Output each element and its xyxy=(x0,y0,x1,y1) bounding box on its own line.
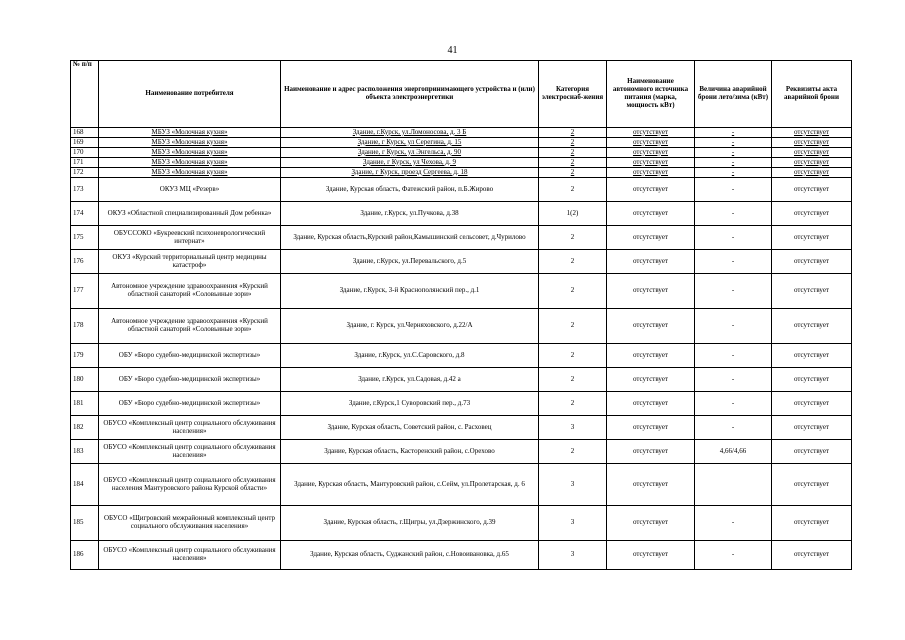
reserve-act-cell: отсутствует xyxy=(772,148,852,158)
emergency-reserve-cell: - xyxy=(695,202,772,226)
object-address-cell: Здание, г.Курск, ул.С.Саровского, д.8 xyxy=(281,344,539,368)
supply-category-cell: 2 xyxy=(539,392,607,416)
row-num-cell: 180 xyxy=(71,368,99,392)
reserve-act-cell: отсутствует xyxy=(772,506,852,541)
supply-category-cell: 2 xyxy=(539,309,607,344)
consumer-name-cell: ОБУСО «Комплексный центр социального обслуживания населения» xyxy=(99,416,281,440)
header-name: Наименование потребителя xyxy=(99,61,281,128)
table-row xyxy=(71,274,852,309)
table-row xyxy=(71,250,852,274)
table-row xyxy=(71,344,852,368)
consumer-name-cell: МБУЗ «Молочная кухня» xyxy=(99,158,281,168)
reserve-act-cell: отсутствует xyxy=(772,274,852,309)
header-category: Категория электроснаб-жения xyxy=(539,61,607,128)
object-address-cell: Здание, Курская область, Фатежский район, п.Б.Жирово xyxy=(281,178,539,202)
consumer-name-cell: ОКУЗ «Курский территориальный центр медицины катастроф» xyxy=(99,250,281,274)
consumer-name-cell: Автономное учреждение здравоохранения «Курский областной санаторий «Соловьиные зори» xyxy=(99,274,281,309)
autonomous-source-cell: отсутствует xyxy=(607,158,695,168)
object-address-cell: Здание, г Курск, проезд Сергеева, д. 18 xyxy=(281,168,539,178)
object-address-cell: Здание, г. Курск, ул.Черняховского, д.22/А xyxy=(281,309,539,344)
supply-category-cell: 3 xyxy=(539,464,607,506)
table-header-row xyxy=(71,61,852,128)
reserve-act-cell: отсутствует xyxy=(772,128,852,138)
consumers-table xyxy=(70,60,852,570)
emergency-reserve-cell xyxy=(695,464,772,506)
object-address-cell: Здание, г.Курск,1 Суворовский пер., д.73 xyxy=(281,392,539,416)
consumer-name-cell: ОБУССОКО «Букреевский психоневрологический интернат» xyxy=(99,226,281,250)
row-num-cell: 174 xyxy=(71,202,99,226)
consumer-name-cell: ОБУ «Бюро судебно-медицинской экспертизы» xyxy=(99,344,281,368)
reserve-act-cell: отсутствует xyxy=(772,226,852,250)
supply-category-cell: 2 xyxy=(539,440,607,464)
row-num-cell: 175 xyxy=(71,226,99,250)
object-address-cell: Здание, г.Курск, ул.Перевальского, д.5 xyxy=(281,250,539,274)
consumer-name-cell: МБУЗ «Молочная кухня» xyxy=(99,148,281,158)
emergency-reserve-cell: 4,66/4,66 xyxy=(695,440,772,464)
row-num-cell: 176 xyxy=(71,250,99,274)
row-num-cell: 179 xyxy=(71,344,99,368)
autonomous-source-cell: отсутствует xyxy=(607,440,695,464)
autonomous-source-cell: отсутствует xyxy=(607,178,695,202)
table-row xyxy=(71,202,852,226)
supply-category-cell: 3 xyxy=(539,506,607,541)
consumer-name-cell: ОКУЗ «Областной специализированный Дом ребенка» xyxy=(99,202,281,226)
autonomous-source-cell: отсутствует xyxy=(607,274,695,309)
table-row xyxy=(71,168,852,178)
reserve-act-cell: отсутствует xyxy=(772,138,852,148)
row-num-cell: 186 xyxy=(71,541,99,570)
row-num-cell: 168 xyxy=(71,128,99,138)
supply-category-cell: 3 xyxy=(539,541,607,570)
emergency-reserve-cell: - xyxy=(695,274,772,309)
emergency-reserve-cell: - xyxy=(695,138,772,148)
autonomous-source-cell: отсутствует xyxy=(607,202,695,226)
supply-category-cell: 2 xyxy=(539,158,607,168)
reserve-act-cell: отсутствует xyxy=(772,178,852,202)
object-address-cell: Здание, Курская область, Суджанский район, с.Новоивановка, д.65 xyxy=(281,541,539,570)
object-address-cell: Здание, г.Курск, 3-й Краснополянский пер., д.1 xyxy=(281,274,539,309)
emergency-reserve-cell: - xyxy=(695,368,772,392)
reserve-act-cell: отсутствует xyxy=(772,202,852,226)
table-row xyxy=(71,506,852,541)
row-num-cell: 169 xyxy=(71,138,99,148)
row-num-cell: 182 xyxy=(71,416,99,440)
autonomous-source-cell: отсутствует xyxy=(607,148,695,158)
consumer-name-cell: ОБУСО «Комплексный центр социального обслуживания населения» xyxy=(99,541,281,570)
object-address-cell: Здание, г Курск, ул Энгельса, д. 90 xyxy=(281,148,539,158)
autonomous-source-cell: отсутствует xyxy=(607,416,695,440)
table-row xyxy=(71,464,852,506)
autonomous-source-cell: отсутствует xyxy=(607,226,695,250)
supply-category-cell: 2 xyxy=(539,168,607,178)
table-row xyxy=(71,541,852,570)
supply-category-cell: 2 xyxy=(539,344,607,368)
supply-category-cell: 2 xyxy=(539,368,607,392)
autonomous-source-cell: отсутствует xyxy=(607,168,695,178)
reserve-act-cell: отсутствует xyxy=(772,368,852,392)
autonomous-source-cell: отсутствует xyxy=(607,541,695,570)
reserve-act-cell: отсутствует xyxy=(772,541,852,570)
row-num-cell: 181 xyxy=(71,392,99,416)
consumer-name-cell: ОБУ «Бюро судебно-медицинской экспертизы» xyxy=(99,368,281,392)
row-num-cell: 177 xyxy=(71,274,99,309)
header-address: Наименование и адрес расположения энергопринимающего устройства и (или) объекта электроэнергетики xyxy=(281,61,539,128)
consumer-name-cell: МБУЗ «Молочная кухня» xyxy=(99,168,281,178)
header-source: Наименование автономного источника питания (марка, мощность кВт) xyxy=(607,61,695,128)
emergency-reserve-cell: - xyxy=(695,506,772,541)
autonomous-source-cell: отсутствует xyxy=(607,138,695,148)
emergency-reserve-cell: - xyxy=(695,392,772,416)
consumer-name-cell: МБУЗ «Молочная кухня» xyxy=(99,128,281,138)
consumer-name-cell: ОБУСО «Щигровский межрайонный комплексный центр социального обслуживания населения» xyxy=(99,506,281,541)
consumer-name-cell: ОБУСО «Комплексный центр социального обслуживания населения» xyxy=(99,440,281,464)
table-row xyxy=(71,138,852,148)
table-row xyxy=(71,178,852,202)
row-num-cell: 183 xyxy=(71,440,99,464)
consumer-name-cell: ОБУ «Бюро судебно-медицинской экспертизы» xyxy=(99,392,281,416)
reserve-act-cell: отсутствует xyxy=(772,416,852,440)
reserve-act-cell: отсутствует xyxy=(772,440,852,464)
emergency-reserve-cell: - xyxy=(695,309,772,344)
autonomous-source-cell: отсутствует xyxy=(607,392,695,416)
row-num-cell: 184 xyxy=(71,464,99,506)
object-address-cell: Здание, Курская область, Касторенский район, с.Орехово xyxy=(281,440,539,464)
emergency-reserve-cell: - xyxy=(695,541,772,570)
table-row xyxy=(71,392,852,416)
emergency-reserve-cell: - xyxy=(695,250,772,274)
autonomous-source-cell: отсутствует xyxy=(607,506,695,541)
emergency-reserve-cell: - xyxy=(695,178,772,202)
row-num-cell: 178 xyxy=(71,309,99,344)
reserve-act-cell: отсутствует xyxy=(772,168,852,178)
reserve-act-cell: отсутствует xyxy=(772,250,852,274)
supply-category-cell: 2 xyxy=(539,226,607,250)
autonomous-source-cell: отсутствует xyxy=(607,368,695,392)
header-num: № п/п xyxy=(71,61,99,128)
consumer-name-cell: МБУЗ «Молочная кухня» xyxy=(99,138,281,148)
consumer-name-cell: Автономное учреждение здравоохранения «Курский областной санаторий «Соловьиные зори» xyxy=(99,309,281,344)
object-address-cell: Здание, г.Курск, ул.Ломоносова, д. 3 Б xyxy=(281,128,539,138)
consumer-name-cell: ОКУЗ МЦ «Резерв» xyxy=(99,178,281,202)
emergency-reserve-cell: - xyxy=(695,226,772,250)
reserve-act-cell: отсутствует xyxy=(772,309,852,344)
table-row xyxy=(71,309,852,344)
table-row xyxy=(71,226,852,250)
table-row xyxy=(71,128,852,138)
table-row xyxy=(71,158,852,168)
autonomous-source-cell: отсутствует xyxy=(607,344,695,368)
supply-category-cell: 2 xyxy=(539,138,607,148)
table-row xyxy=(71,440,852,464)
consumer-name-cell: ОБУСО «Комплексный центр социального обслуживания населения Мантуровского района Курской области» xyxy=(99,464,281,506)
emergency-reserve-cell: - xyxy=(695,148,772,158)
row-num-cell: 171 xyxy=(71,158,99,168)
reserve-act-cell: отсутствует xyxy=(772,392,852,416)
autonomous-source-cell: отсутствует xyxy=(607,128,695,138)
object-address-cell: Здание, г.Курск, ул.Садовая, д.42 а xyxy=(281,368,539,392)
reserve-act-cell: отсутствует xyxy=(772,464,852,506)
supply-category-cell: 2 xyxy=(539,178,607,202)
row-num-cell: 173 xyxy=(71,178,99,202)
reserve-act-cell: отсутствует xyxy=(772,158,852,168)
supply-category-cell: 1(2) xyxy=(539,202,607,226)
supply-category-cell: 2 xyxy=(539,148,607,158)
table-body xyxy=(71,128,852,570)
object-address-cell: Здание, Курская область, Советский район, с. Расховец xyxy=(281,416,539,440)
object-address-cell: Здание, Курская область,Курский район,Камышинский сельсовет, д.Чурилово xyxy=(281,226,539,250)
autonomous-source-cell: отсутствует xyxy=(607,464,695,506)
emergency-reserve-cell: - xyxy=(695,416,772,440)
table-row xyxy=(71,416,852,440)
emergency-reserve-cell: - xyxy=(695,128,772,138)
object-address-cell: Здание, г.Курск, ул.Пучкова, д.38 xyxy=(281,202,539,226)
autonomous-source-cell: отсутствует xyxy=(607,250,695,274)
emergency-reserve-cell: - xyxy=(695,158,772,168)
row-num-cell: 185 xyxy=(71,506,99,541)
reserve-act-cell: отсутствует xyxy=(772,344,852,368)
table-row xyxy=(71,368,852,392)
header-reserve: Величина аварийной брони лето/зима (кВт) xyxy=(695,61,772,128)
supply-category-cell: 3 xyxy=(539,416,607,440)
object-address-cell: Здание, г Курск, ул Серегина, д. 15 xyxy=(281,138,539,148)
row-num-cell: 172 xyxy=(71,168,99,178)
emergency-reserve-cell: - xyxy=(695,168,772,178)
object-address-cell: Здание, Курская область, Мантуровский район, с.Сейм, ул.Пролетарская, д. 6 xyxy=(281,464,539,506)
emergency-reserve-cell: - xyxy=(695,344,772,368)
supply-category-cell: 2 xyxy=(539,128,607,138)
header-act: Реквизиты акта аварийной брони xyxy=(772,61,852,128)
supply-category-cell: 2 xyxy=(539,250,607,274)
row-num-cell: 170 xyxy=(71,148,99,158)
table-row xyxy=(71,148,852,158)
object-address-cell: Здание, г Курск, ул Чехова, д. 9 xyxy=(281,158,539,168)
object-address-cell: Здание, Курская область, г.Щигры, ул.Дзержинского, д.39 xyxy=(281,506,539,541)
autonomous-source-cell: отсутствует xyxy=(607,309,695,344)
supply-category-cell: 2 xyxy=(539,274,607,309)
page-number: 41 xyxy=(447,45,458,56)
